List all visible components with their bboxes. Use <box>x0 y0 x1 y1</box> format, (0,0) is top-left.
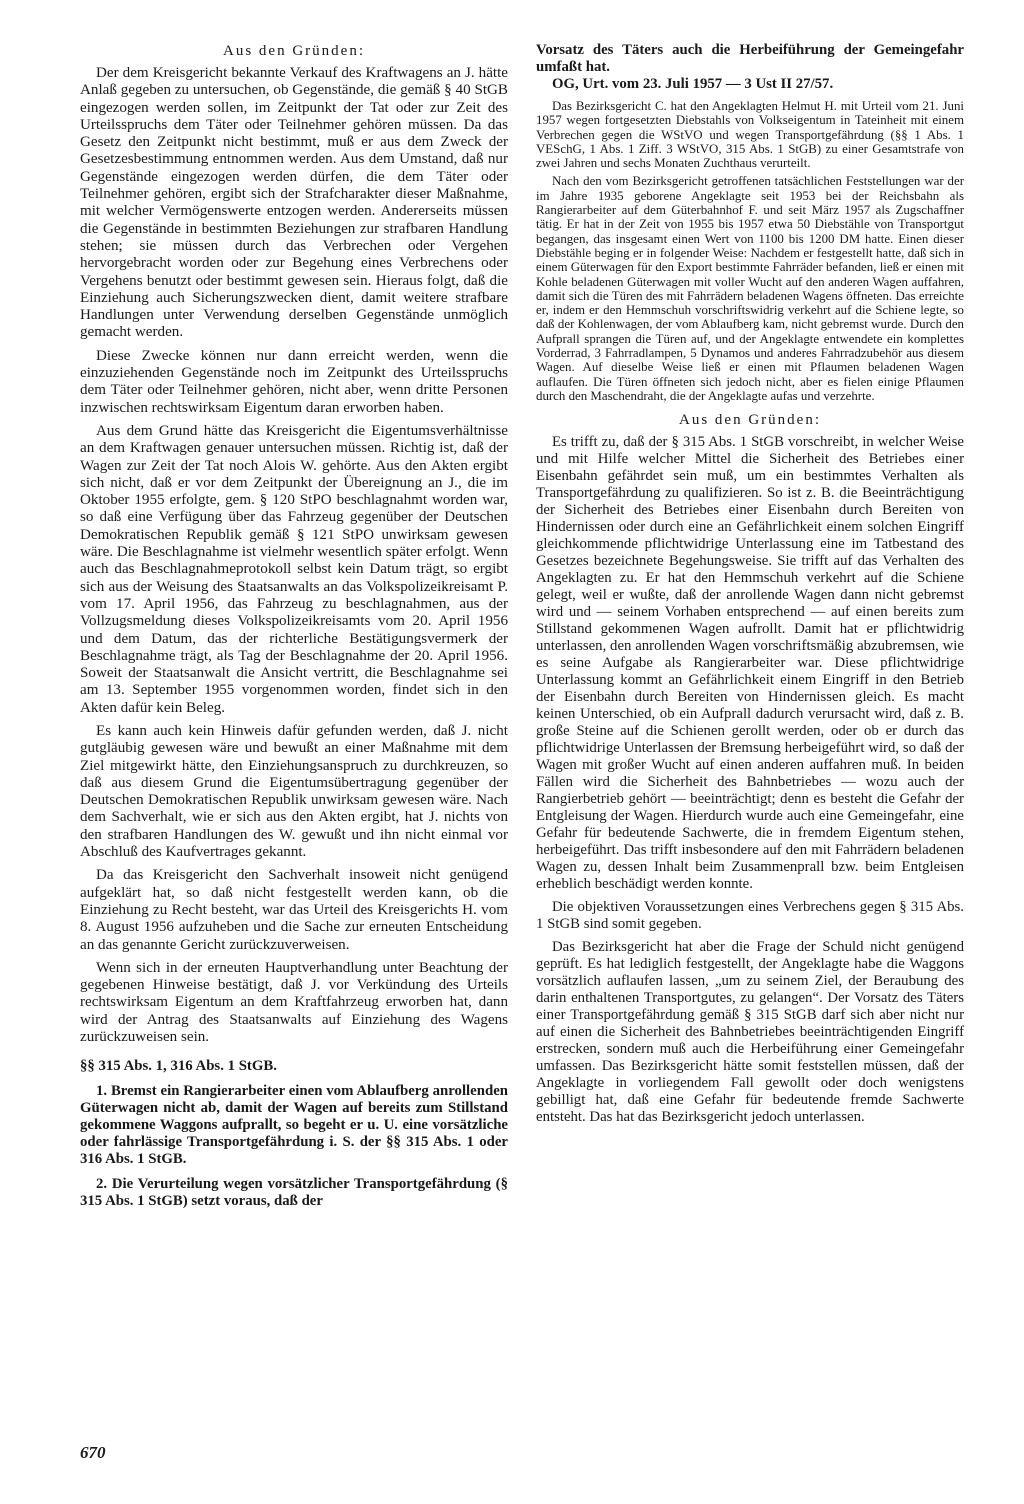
headnote-2-end: Vorsatz des Täters auch die Herbeiführung der Gemeingefahr umfaßt hat. <box>536 42 964 75</box>
paragraph: Die objektiven Voraussetzungen eines Verbrechens gegen § 315 Abs. 1 StGB sind somit gegeben. <box>536 899 964 933</box>
paragraph: Wenn sich in der erneuten Hauptverhandlung unter Beachtung der gegebenen Hinweise bestätigt, daß J. vor Verkündung des Urteils rechtswirksam Eigentum an dem Kraftfahrzeug erworben hat, dann wird der Antrag des Staatsanwalts auf Einziehung des Wagens zurückzuweisen sein. <box>80 959 508 1046</box>
paragraph: Es kann auch kein Hinweis dafür gefunden werden, daß J. nicht gutgläubig gewesen wäre und bewußt an einer Maßnahme mit dem Ziel mitgewirkt hätte, den Einziehungsanspruch zu durchkreuzen, so daß aus diesem Grund die Eigentumsübertragung gegenüber der Deutschen Demokratischen Republik unwirksam gewesen wäre. Nach dem Sachverhalt, wie er sich aus den Akten ergibt, hat J. nichts von den strafbaren Handlungen des W. gewußt und ihn nicht einmal vor Abschluß des Kaufvertrages gekannt. <box>80 722 508 861</box>
headnote-2-start: 2. Die Verurteilung wegen vorsätzlicher Transportgefährdung (§ 315 Abs. 1 StGB) setzt voraus, daß der <box>80 1176 508 1210</box>
headnote-1: 1. Bremst ein Rangierarbeiter einen vom Ablaufberg anrollenden Güterwagen nicht ab, damit der Wagen auf bereits zum Stillstand gekommene Waggons aufprallt, so begeht er u. U. eine vorsätzliche oder fahrlässige Transportgefährdung i. S. der §§ 315 Abs. 1 oder 316 Abs. 1 StGB. <box>80 1083 508 1168</box>
paragraph: Aus dem Grund hätte das Kreisgericht die Eigentumsverhältnisse an dem Kraftwagen genauer untersuchen müssen. Richtig ist, daß der Wagen zur Zeit der Tat noch Alois W. gehörte. Aus den Akten ergibt sich nicht, daß er vor dem Zeitpunkt der Übereignung an J., die im Oktober 1955 erfolgte, gem. § 120 StPO beschlagnahmt worden war, so daß eine Verfügung über das Fahrzeug gegenüber der Deutschen Demokratischen Republik gemäß § 121 StPO unwirksam gewesen wäre. Die Beschlagnahme ist vielmehr wesentlich später erfolgt. Wenn auch das Beschlagnahmeprotokoll selbst kein Datum trägt, so ergibt sich aus der Weisung des Staatsanwalts an das Volkspolizeikreisamt P. vom 17. April 1956, das Fahrzeug zu beschlagnahmen, aus der Vollzugsmeldung dieses Volkspolizeikreisamts vom 20. April 1956 und dem Datum, das der richterliche Bestätigungsvermerk der Beschlagnahme trägt, als Tag der Beschlagnahme der 20. April 1956. Soweit der Staatsanwalt die Ansicht vertritt, die Beschlagnahme sei am 13. September 1955 vorgenommen worden, findet sich in den Akten dafür kein Beleg. <box>80 422 508 716</box>
section-heading-left: Aus den Gründen: <box>223 43 365 59</box>
paragraph: Diese Zwecke können nur dann erreicht werden, wenn die einzuziehenden Gegenstände noch im Zeitpunkt des Urteilsspruchs dem Täter oder Teilnehmer gehören, nicht aber, wenn dritte Personen inzwischen rechtswirksam Eigentum daran erworben haben. <box>80 347 508 416</box>
paragraph: Der dem Kreisgericht bekannte Verkauf des Kraftwagens an J. hätte Anlaß gegeben zu untersuchen, ob Gegenstände, die gemäß § 40 StGB eingezogen werden sollen, im Zeitpunkt der Tat oder zur Zeit des Urteilsspruchs dem Täter oder Teilnehmer gehören müssen. Da das Gesetz den Zeitpunkt nicht bestimmt, muß er aus dem Zweck der Gesetzesbestimmung entnommen werden. Aus dem Umstand, daß nur Gegenstände eingezogen werden dürfen, die dem Täter oder Teilnehmer gehören, ergibt sich der Strafcharakter dieser Maßnahme, mit welcher Vermögenswerte entzogen werden. Andererseits müssen die Gegenstände in bestimmten Beziehungen zur strafbaren Handlung stehen; sie müssen durch das Verbrechen oder Vergehen hervorgebracht worden oder zur Begehung eines Verbrechens oder Vergehens benutzt oder bestimmt gewesen sein. Hieraus folgt, daß die Einziehung auch Sicherungszwecken dient, damit weitere strafbare Handlungen unter Verwendung derselben Gegenstände unmöglich gemacht werden. <box>80 65 508 341</box>
spacer <box>80 1168 508 1176</box>
paragraph: Da das Kreisgericht den Sachverhalt insoweit nicht genügend aufgeklärt hat, so daß nicht festgestellt werden kann, ob die Einziehung zu Recht besteht, war das Urteil des Kreisgerichts H. vom 8. August 1956 aufzuheben und die Sache zur erneuten Entscheidung an das genannte Gericht zurückzuverweisen. <box>80 867 508 953</box>
page-number: 670 <box>80 1443 106 1462</box>
law-reference: §§ 315 Abs. 1, 316 Abs. 1 StGB. <box>80 1058 277 1075</box>
facts-paragraph: Das Bezirksgericht C. hat den Angeklagten Helmut H. mit Urteil vom 21. Juni 1957 wegen fortgesetzten Diebstahls von Volkseigentum in Tateinheit mit einem Verbrechen gegen die WStVO und wegen Transportgefährdung (§§ 1 Abs. 1 VESchG, 1 Abs. 1 Ziff. 3 WStVO, 315 Abs. 1 StGB) zu einer Gesamtstrafe von zwei Jahren und sechs Monaten Zuchthaus verurteilt. <box>536 99 964 171</box>
citation: OG, Urt. vom 23. Juli 1957 — 3 Ust II 27/57. <box>552 76 834 92</box>
paragraph: Das Bezirksgericht hat aber die Frage der Schuld nicht genügend geprüft. Es hat lediglich festgestellt, der Angeklagte habe die Waggons vorsätzlich auflaufen lassen, „um zu seinem Ziel, der Beraubung des darin enthaltenen Transportgutes, zu gelangen“. Der Vorsatz des Täters einer Transportgefährdung gemäß § 315 StGB darf sich aber nicht nur auf einen die Sicherheit des Bahnbetriebes beeinträchtigenden Eingriff erstrecken, sondern muß auch die Herbeiführung einer Gemeingefahr umfassen. Das Bezirksgericht hätte somit feststellen müssen, daß der Angeklagte in vorliegendem Fall gewollt oder doch wenigstens gebilligt hat, daß eine Gefahr für bedeutende fremde Sachwerte entsteht. Das hat das Bezirksgericht jedoch unterlassen. <box>536 939 964 1126</box>
paragraph: Es trifft zu, daß der § 315 Abs. 1 StGB vorschreibt, in welcher Weise und mit Hilfe welcher Mittel die Sicherheit des Betriebes einer Eisenbahn gefährdet sein muß, um ein bestimmtes Verhalten als Transportgefährdung zu qualifizieren. So ist z. B. die Beeinträchtigung der Sicherheit des Betriebes einer Eisenbahn durch Bereiten von Hindernissen oder durch eine an Gefährlichkeit einem solchen Eingriff gleichkommende pflichtwidrige Unterlassung eine im Tatbestand des Gesetzes bezeichnete Begehungsweise. Sie trifft auf das Verhalten des Angeklagten zu. Er hat den Hemmschuh verkehrt auf die Schiene gelegt, weil er wußte, daß der anrollende Wagen dann nicht gebremst wird und — seinem Vorhaben entsprechend — auf einen bereits zum Stillstand gekommenen Wagen aufrollt. Damit hat er pflichtwidrig unterlassen, den anrollenden Wagen vorschriftsmäßig abzubremsen, wie es seine Aufgabe als Rangierarbeiter war. Diese pflichtwidrige Unterlassung kommt an Gefährlichkeit einem Eingriff in den Betrieb der Eisenbahn durch Bereiten von Hindernissen gleich. Es macht keinen Unterschied, ob ein Aufprall dadurch verursacht wird, daß z. B. große Steine auf die Schienen gerollt werden, oder ob er durch das pflichtwidrige Unterlassen der Bremsung herbeigeführt wird, so daß der Wagen mit großer Wucht auf einen anderen auffahren muß. In beiden Fällen wird die Sicherheit des Bahnbetriebes — wozu auch der Rangierbetrieb gehört — beeinträchtigt; denn es besteht die Gefahr der Entgleisung der Wagen. Hierdurch wurde auch eine Gemeingefahr, eine Gefahr für bedeutende Sachwerte, die in fremdem Eigentum stehen, herbeigeführt. Das trifft insbesondere auf den mit Fahrrädern beladenen Wagen zu, dessen Inhalt beim Zusammenprall bzw. beim Entgleisen erheblich beschädigt werden konnte. <box>536 434 964 893</box>
right-column <box>536 42 964 1132</box>
left-column <box>80 42 508 1210</box>
section-heading-right: Aus den Gründen: <box>679 412 821 429</box>
facts-paragraph: Nach den vom Bezirksgericht getroffenen tatsächlichen Feststellungen war der im Jahre 1935 geborene Angeklagte seit 1953 bei der Reichsbahn als Rangierarbeiter auf dem Güterbahnhof F. und seit März 1957 als Zugschaffner tätig. Er hat in der Zeit von 1955 bis 1957 etwa 50 Diebstähle von Transportgut begangen, das insgesamt einen Wert von 1100 bis 1200 DM hatte. Einen dieser Diebstähle beging er in folgender Weise: Nachdem er festgestellt hatte, daß sich in einem Güterwagen für den Export bestimmte Fahrräder befanden, ließ er einen mit Kohle beladenen Güterwagen mit voller Wucht auf den anderen Wagen auffahren, damit sich die Türen des mit Fahrrädern beladenen Wagens öffneten. Das erreichte er, indem er den Hemmschuh vorschriftswidrig verkehrt auf die Schiene legte, so daß der Kohlenwagen, der vom Ablaufberg kam, nicht gebremst wurde. Durch den Aufprall sprangen die Türen auf, und der Angeklagte entwendete ein komplettes Vorderrad, 3 Fahrradlampen, 5 Dynamos und anderes Fahrradzubehör aus diesem Wagen. Auf dieselbe Weise ließ er einen mit Pflaumen beladenen Wagen auflaufen. Die Türen öffneten sich jedoch nicht, aber es fielen einige Pflaumen durch den Maschendraht, die der Angeklagte aufas und verzehrte. <box>536 174 964 403</box>
